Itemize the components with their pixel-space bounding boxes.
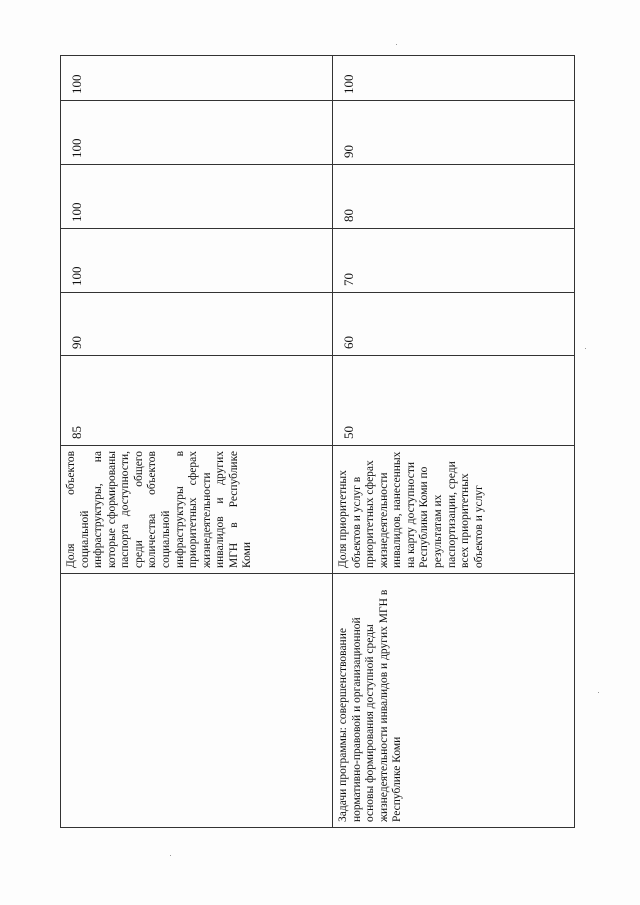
scan-speck xyxy=(396,44,397,45)
value-cell: 80 xyxy=(333,165,575,229)
rotated-table-wrapper xyxy=(60,56,554,828)
value-cell: 70 xyxy=(333,229,575,293)
indicator-cell: Доля приоритетных объектов и услуг в приоритетных сферах жизнедеятельности инвалидов, нанесенных на карту доступности Республики Коми по результатам их паспортизации, среди всех приоритетных объектов и услуг xyxy=(333,446,575,574)
value-cell: 50 xyxy=(333,356,575,446)
value-cell: 100 xyxy=(61,165,333,229)
scan-speck xyxy=(598,692,599,693)
scan-speck xyxy=(585,348,586,349)
scan-speck xyxy=(170,855,171,856)
value-cell: 100 xyxy=(61,56,333,101)
value-cell: 90 xyxy=(61,293,333,356)
indicator-cell: Доля объектов социальной инфраструктуры, на которые сформированы паспорта доступности, среди общего количества объектов социальной инфраструктуры в приоритетных сферах жизнедеятельности инвалидов и других МГН в Республике Коми xyxy=(61,446,333,574)
task-cell: Задачи программы: совершенствование нормативно-правовой и организационной основы формирования доступной среды жизнедеятельности инвалидов и других МГН в Республике Коми xyxy=(333,574,575,828)
value-cell: 60 xyxy=(333,293,575,356)
table-row xyxy=(333,56,575,828)
value-cell: 85 xyxy=(61,356,333,446)
value-cell: 90 xyxy=(333,101,575,165)
indicators-table xyxy=(60,55,575,828)
table-row xyxy=(61,56,333,828)
value-cell: 100 xyxy=(61,229,333,293)
value-cell: 100 xyxy=(61,101,333,165)
task-cell xyxy=(61,574,333,828)
value-cell: 100 xyxy=(333,56,575,101)
